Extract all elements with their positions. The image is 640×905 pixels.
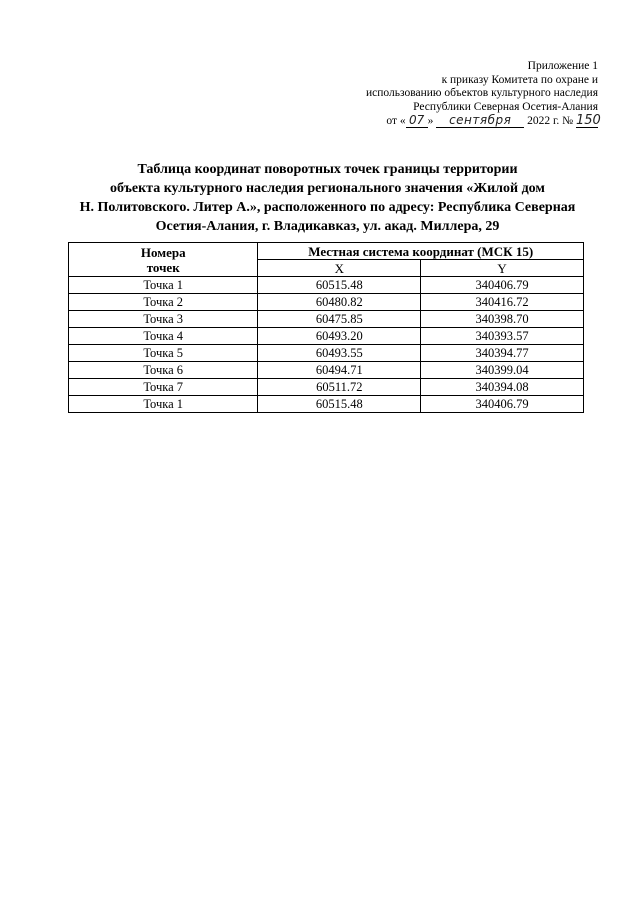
header-y: Y	[421, 260, 584, 277]
cell-x: 60515.48	[258, 277, 421, 294]
appendix-title: Приложение 1	[527, 60, 598, 72]
header-points-line2: точек	[146, 259, 180, 275]
cell-y: 340399.04	[421, 362, 584, 379]
title-line-1: Таблица координат поворотных точек границы территории	[137, 162, 518, 177]
cell-x: 60493.20	[258, 328, 421, 345]
appendix-order-ref: к приказу Комитета по охране и	[441, 73, 598, 86]
header-points-line1: Номера	[140, 244, 186, 260]
table-row	[69, 277, 584, 294]
table-row	[69, 294, 584, 311]
cell-x: 60493.55	[258, 345, 421, 362]
cell-point: Точка 4	[69, 328, 258, 345]
cell-y: 340398.70	[421, 311, 584, 328]
order-number-handwritten: 150	[576, 113, 601, 128]
cell-y: 340394.77	[421, 345, 584, 362]
date-prefix: от «	[386, 115, 406, 127]
title-line-4: Осетия-Алания, г. Владикавказ, ул. акад. Миллера, 29	[155, 219, 500, 234]
cell-x: 60480.82	[258, 294, 421, 311]
table-row	[69, 396, 584, 413]
title-line-3: Н. Политовского. Литер А.», расположенного по адресу: Республика Северная	[79, 200, 576, 215]
date-day-handwritten: 07	[406, 114, 428, 128]
cell-point: Точка 6	[69, 362, 258, 379]
cell-point: Точка 3	[69, 311, 258, 328]
header-coordinate-system: Местная система координат (МСК 15)	[258, 243, 584, 260]
appendix-date-line	[366, 113, 601, 129]
cell-point: Точка 1	[69, 396, 258, 413]
cell-point: Точка 5	[69, 345, 258, 362]
title-line-2: объекта культурного наследия регионального значения «Жилой дом	[110, 181, 545, 196]
cell-y: 340394.08	[421, 379, 584, 396]
cell-x: 60511.72	[258, 379, 421, 396]
table-header-row	[69, 243, 584, 260]
coordinates-table	[68, 242, 584, 413]
table-row	[69, 311, 584, 328]
cell-x: 60515.48	[258, 396, 421, 413]
cell-point: Точка 1	[69, 277, 258, 294]
cell-x: 60494.71	[258, 362, 421, 379]
cell-y: 340406.79	[421, 396, 584, 413]
table-row	[69, 379, 584, 396]
cell-x: 60475.85	[258, 311, 421, 328]
appendix-republic: Республики Северная Осетия-Алания	[413, 100, 598, 113]
cell-y: 340406.79	[421, 277, 584, 294]
appendix-block	[365, 60, 601, 129]
cell-point: Точка 2	[69, 294, 258, 311]
cell-y: 340416.72	[421, 294, 584, 311]
date-month-handwritten: сентября	[436, 114, 524, 128]
header-points	[69, 243, 258, 277]
date-mid: »	[427, 115, 434, 127]
table-row	[69, 362, 584, 379]
table-row	[69, 345, 584, 362]
cell-y: 340393.57	[421, 328, 584, 345]
header-x: X	[258, 260, 421, 277]
date-year: 2022 г. №	[527, 115, 574, 127]
table-row	[69, 328, 584, 345]
cell-point: Точка 7	[69, 379, 258, 396]
document-title	[70, 160, 585, 236]
appendix-committee: использованию объектов культурного наследия	[365, 87, 598, 99]
